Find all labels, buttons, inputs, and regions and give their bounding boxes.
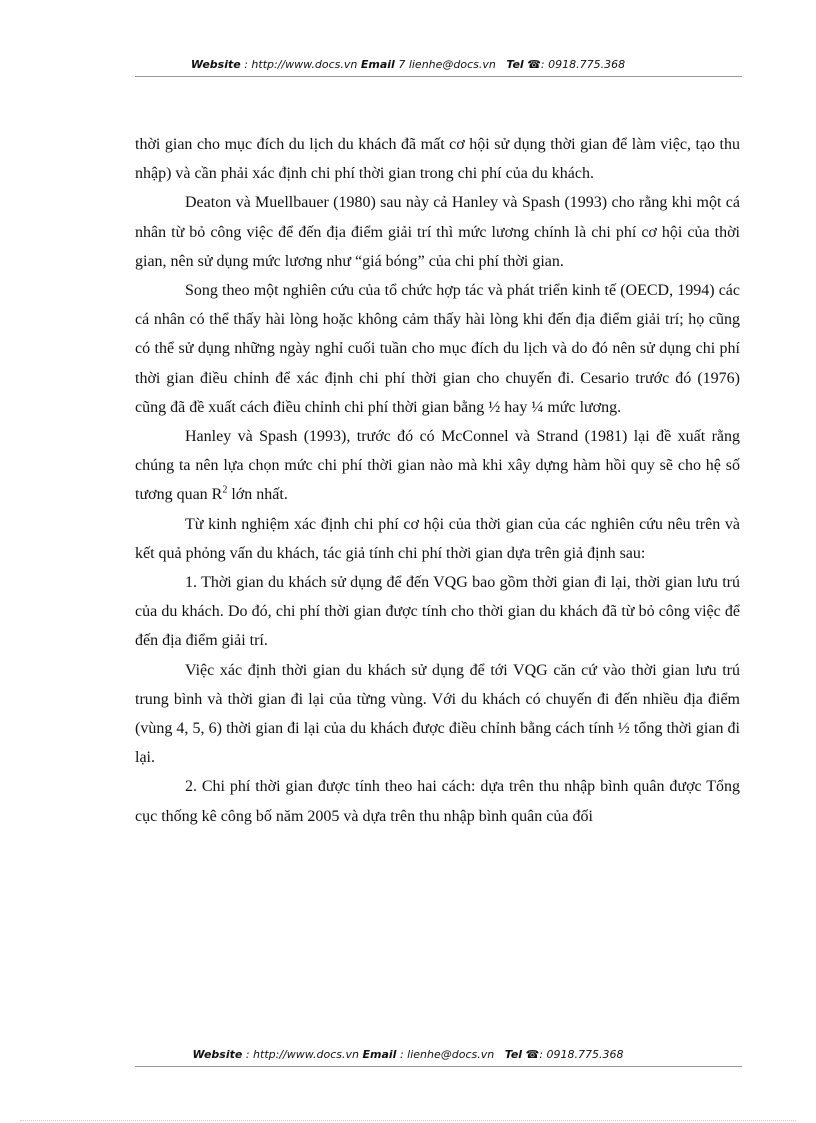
paragraph-4-end: lớn nhất. xyxy=(227,486,288,504)
header-divider xyxy=(135,76,742,77)
page-bottom-dotted-line xyxy=(20,1120,796,1121)
header-email-label: Email xyxy=(360,58,395,71)
header-email-value: lienhe@docs.vn xyxy=(408,58,496,71)
footer-tel-label: Tel xyxy=(504,1048,523,1061)
page-footer xyxy=(0,1048,816,1061)
header-website-label: Website xyxy=(190,58,241,71)
header-tel-label: Tel xyxy=(506,58,524,71)
r-squared-superscript: 2 xyxy=(222,485,228,497)
paragraph-4 xyxy=(135,422,740,510)
footer-email-label: Email xyxy=(362,1048,397,1061)
paragraph-6: 1. Thời gian du khách sử dụng để đến VQG bao gồm thời gian đi lại, thời gian lưu trú của du khách. Do đó, chi phí thời gian được tính cho thời gian du khách đã từ bỏ công việc để đến địa điểm giải trí. xyxy=(135,574,740,650)
footer-email-value: : lienhe@docs.vn xyxy=(399,1048,495,1061)
phone-icon: ☎ xyxy=(527,58,541,71)
paragraph-1: thời gian cho mục đích du lịch du khách đã mất cơ hội sử dụng thời gian để làm việc, tạo thu nhập) và cần phải xác định chi phí thời gian trong chi phí của du khách. xyxy=(135,136,740,183)
phone-icon: ☎ xyxy=(525,1048,540,1061)
footer-divider xyxy=(135,1066,742,1067)
page-header xyxy=(0,58,816,71)
paragraph-3: Song theo một nghiên cứu của tổ chức hợp tác và phát triển kinh tế (OECD, 1994) các cá nhân có thể thấy hài lòng hoặc không cảm thấy hài lòng khi đến địa điểm giải trí; họ cũng có thể sử dụng những ngày nghỉ cuối tuần cho mục đích du lịch và do đó nên sử dụng chi phí thời gian điều chỉnh để xác định chi phí thời gian cho chuyến đi. Cesario trước đó (1976) cũng đã đề xuất cách điều chỉnh chi phí thời gian bằng ½ hay ¼ mức lương. xyxy=(135,282,740,416)
footer-tel-value: : 0918.775.368 xyxy=(539,1048,624,1061)
paragraph-4-main: Hanley và Spash (1993), trước đó có McConnel và Strand (1981) lại đề xuất rằng chúng ta nên lựa chọn mức chi phí thời gian nào mà khi xây dựng hàm hồi quy sẽ cho hệ số tương quan R xyxy=(135,428,740,504)
header-website-url: : http://www.docs.vn xyxy=(244,58,358,71)
paragraph-2: Deaton và Muellbauer (1980) sau này cả Hanley và Spash (1993) cho rằng khi một cá nhân từ bỏ công việc để đến địa điểm giải trí thì mức lương chính là chi phí cơ hội của thời gian, nên sử dụng mức lương như “giá bóng” của chi phí thời gian. xyxy=(135,194,740,270)
header-tel-value: : 0918.775.368 xyxy=(540,58,626,71)
paragraph-5: Từ kinh nghiệm xác định chi phí cơ hội của thời gian của các nghiên cứu nêu trên và kết quả phỏng vấn du khách, tác giả tính chi phí thời gian dựa trên giả định sau: xyxy=(135,515,740,562)
paragraph-8: 2. Chi phí thời gian được tính theo hai cách: dựa trên thu nhập bình quân được Tổng cục thống kê công bố năm 2005 và dựa trên thu nhập bình quân của đối xyxy=(135,778,740,825)
footer-website-url: : http://www.docs.vn xyxy=(245,1048,360,1061)
footer-website-label: Website xyxy=(192,1048,243,1061)
document-body xyxy=(135,130,740,831)
header-email-marker: 7 xyxy=(398,58,406,71)
paragraph-7: Việc xác định thời gian du khách sử dụng để tới VQG căn cứ vào thời gian lưu trú trung bình và thời gian đi lại của từng vùng. Với du khách có chuyến đi đến nhiều địa điểm (vùng 4, 5, 6) thời gian đi lại của du khách được điều chỉnh bằng cách tính ½ tổng thời gian đi lại. xyxy=(135,661,740,767)
